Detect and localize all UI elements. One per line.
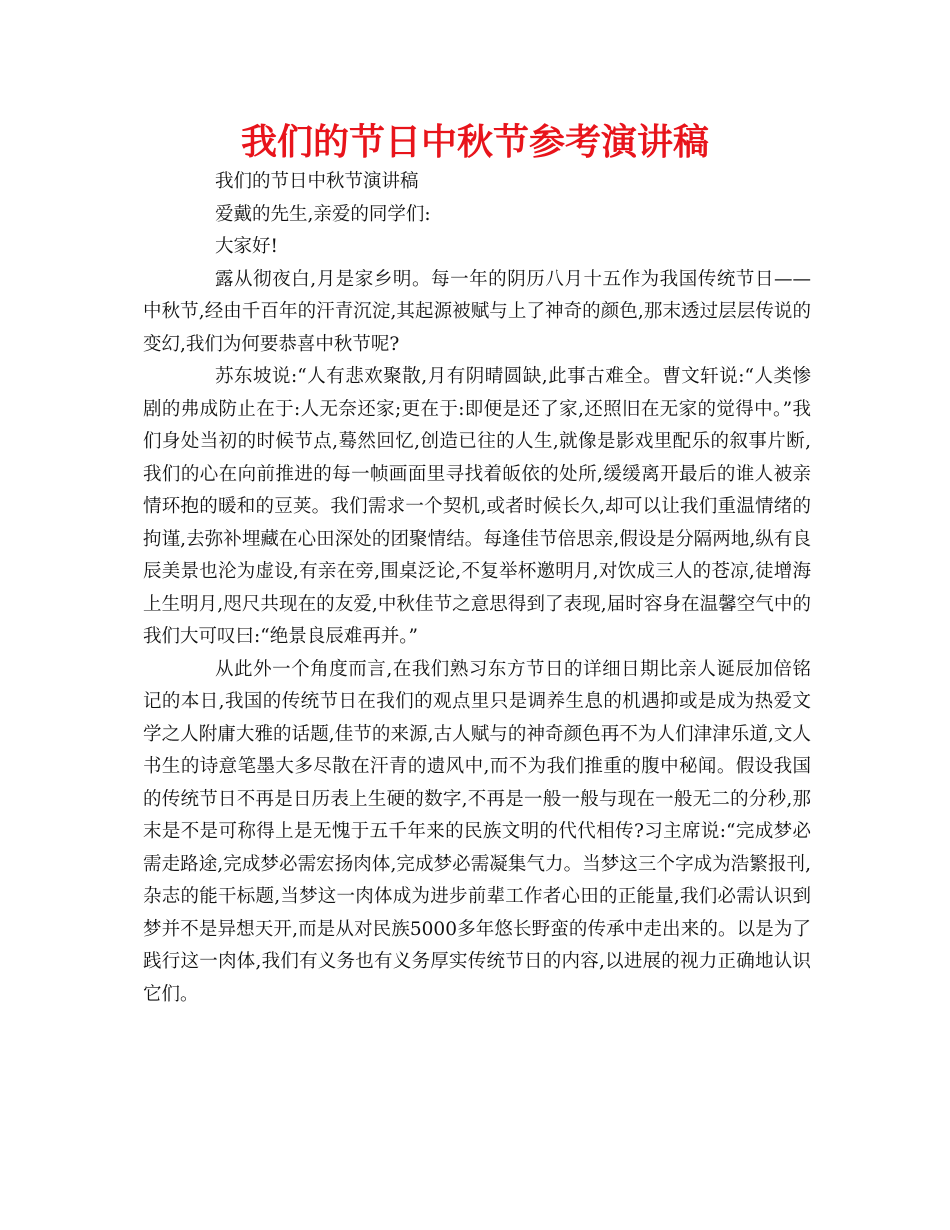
paragraph-3: 从此外一个角度而言,在我们熟习东方节日的详细日期比亲人诞辰加倍铭记的本日,我国的传统节日在我们的观点里只是调养生息的机遇抑或是成为热爱文学之人附庸大雅的话题,佳节的来源,古人赋与的神奇颜色再不为人们津津乐道,文人书生的诗意笔墨大多尽散在汗青的遗风中,而不为我们推重的腹中秘闻。假设我国的传统节日不再是日历表上生硬的数字,不再是一般一般与现在一般无二的分秒,那末是不是可称得上是无愧于五千年来的民族文明的代代相传?习主席说:“完成梦必需走路途,完成梦必需宏扬肉体,完成梦必需凝集气力。当梦这三个字成为浩繁报刊,杂志的能干标题,当梦这一肉体成为进步前辈工作者心田的正能量,我们必需认识到梦并不是异想天开,而是从对民族5000多年悠长野蛮的传承中走出来的。以是为了践行这一肉体,我们有义务也有义务厚实传统节日的内容,以进展的视力正确地认识它们。 <box>143 658 811 1005</box>
speech-subtitle: 我们的节日中秋节演讲稿 <box>215 171 419 192</box>
greeting: 大家好! <box>215 236 278 257</box>
paragraph-1: 露从彻夜白,月是家乡明。每一年的阴历八月十五作为我国传统节日——中秋节,经由千百年的汗青沉淀,其起源被赋与上了神奇的颜色,那末透过层层传说的变幻,我们为何要恭喜中秋节呢? <box>143 268 811 355</box>
paragraph-2: 苏东坡说:“人有悲欢聚散,月有阴晴圆缺,此事古难全。曹文轩说:“人类惨剧的弗成防止在于:人无奈还家;更在于:即便是还了家,还照旧在无家的觉得中。”我们身处当初的时候节点,蓦然回忆,创造已往的人生,就像是影戏里配乐的叙事片断,我们的心在向前推进的每一帧画面里寻找着皈依的处所,缓缓离开最后的谁人被亲情环抱的暖和的豆荚。我们需求一个契机,或者时候长久,却可以让我们重温情绪的拘谨,去弥补埋藏在心田深处的团聚情结。每逢佳节倍思亲,假设是分隔两地,纵有良辰美景也沦为虚设,有亲在旁,围桌泛论,不复举杯邀明月,对饮成三人的苍凉,徒增海上生明月,咫尺共现在的友爱,中秋佳节之意思得到了表现,届时容身在温馨空气中的我们大可叹曰:“绝景良辰难再并。” <box>143 366 811 647</box>
document-body <box>143 166 811 1011</box>
salutation: 爱戴的先生,亲爱的同学们: <box>215 203 431 225</box>
document-title: 我们的节日中秋节参考演讲稿 <box>240 122 709 163</box>
